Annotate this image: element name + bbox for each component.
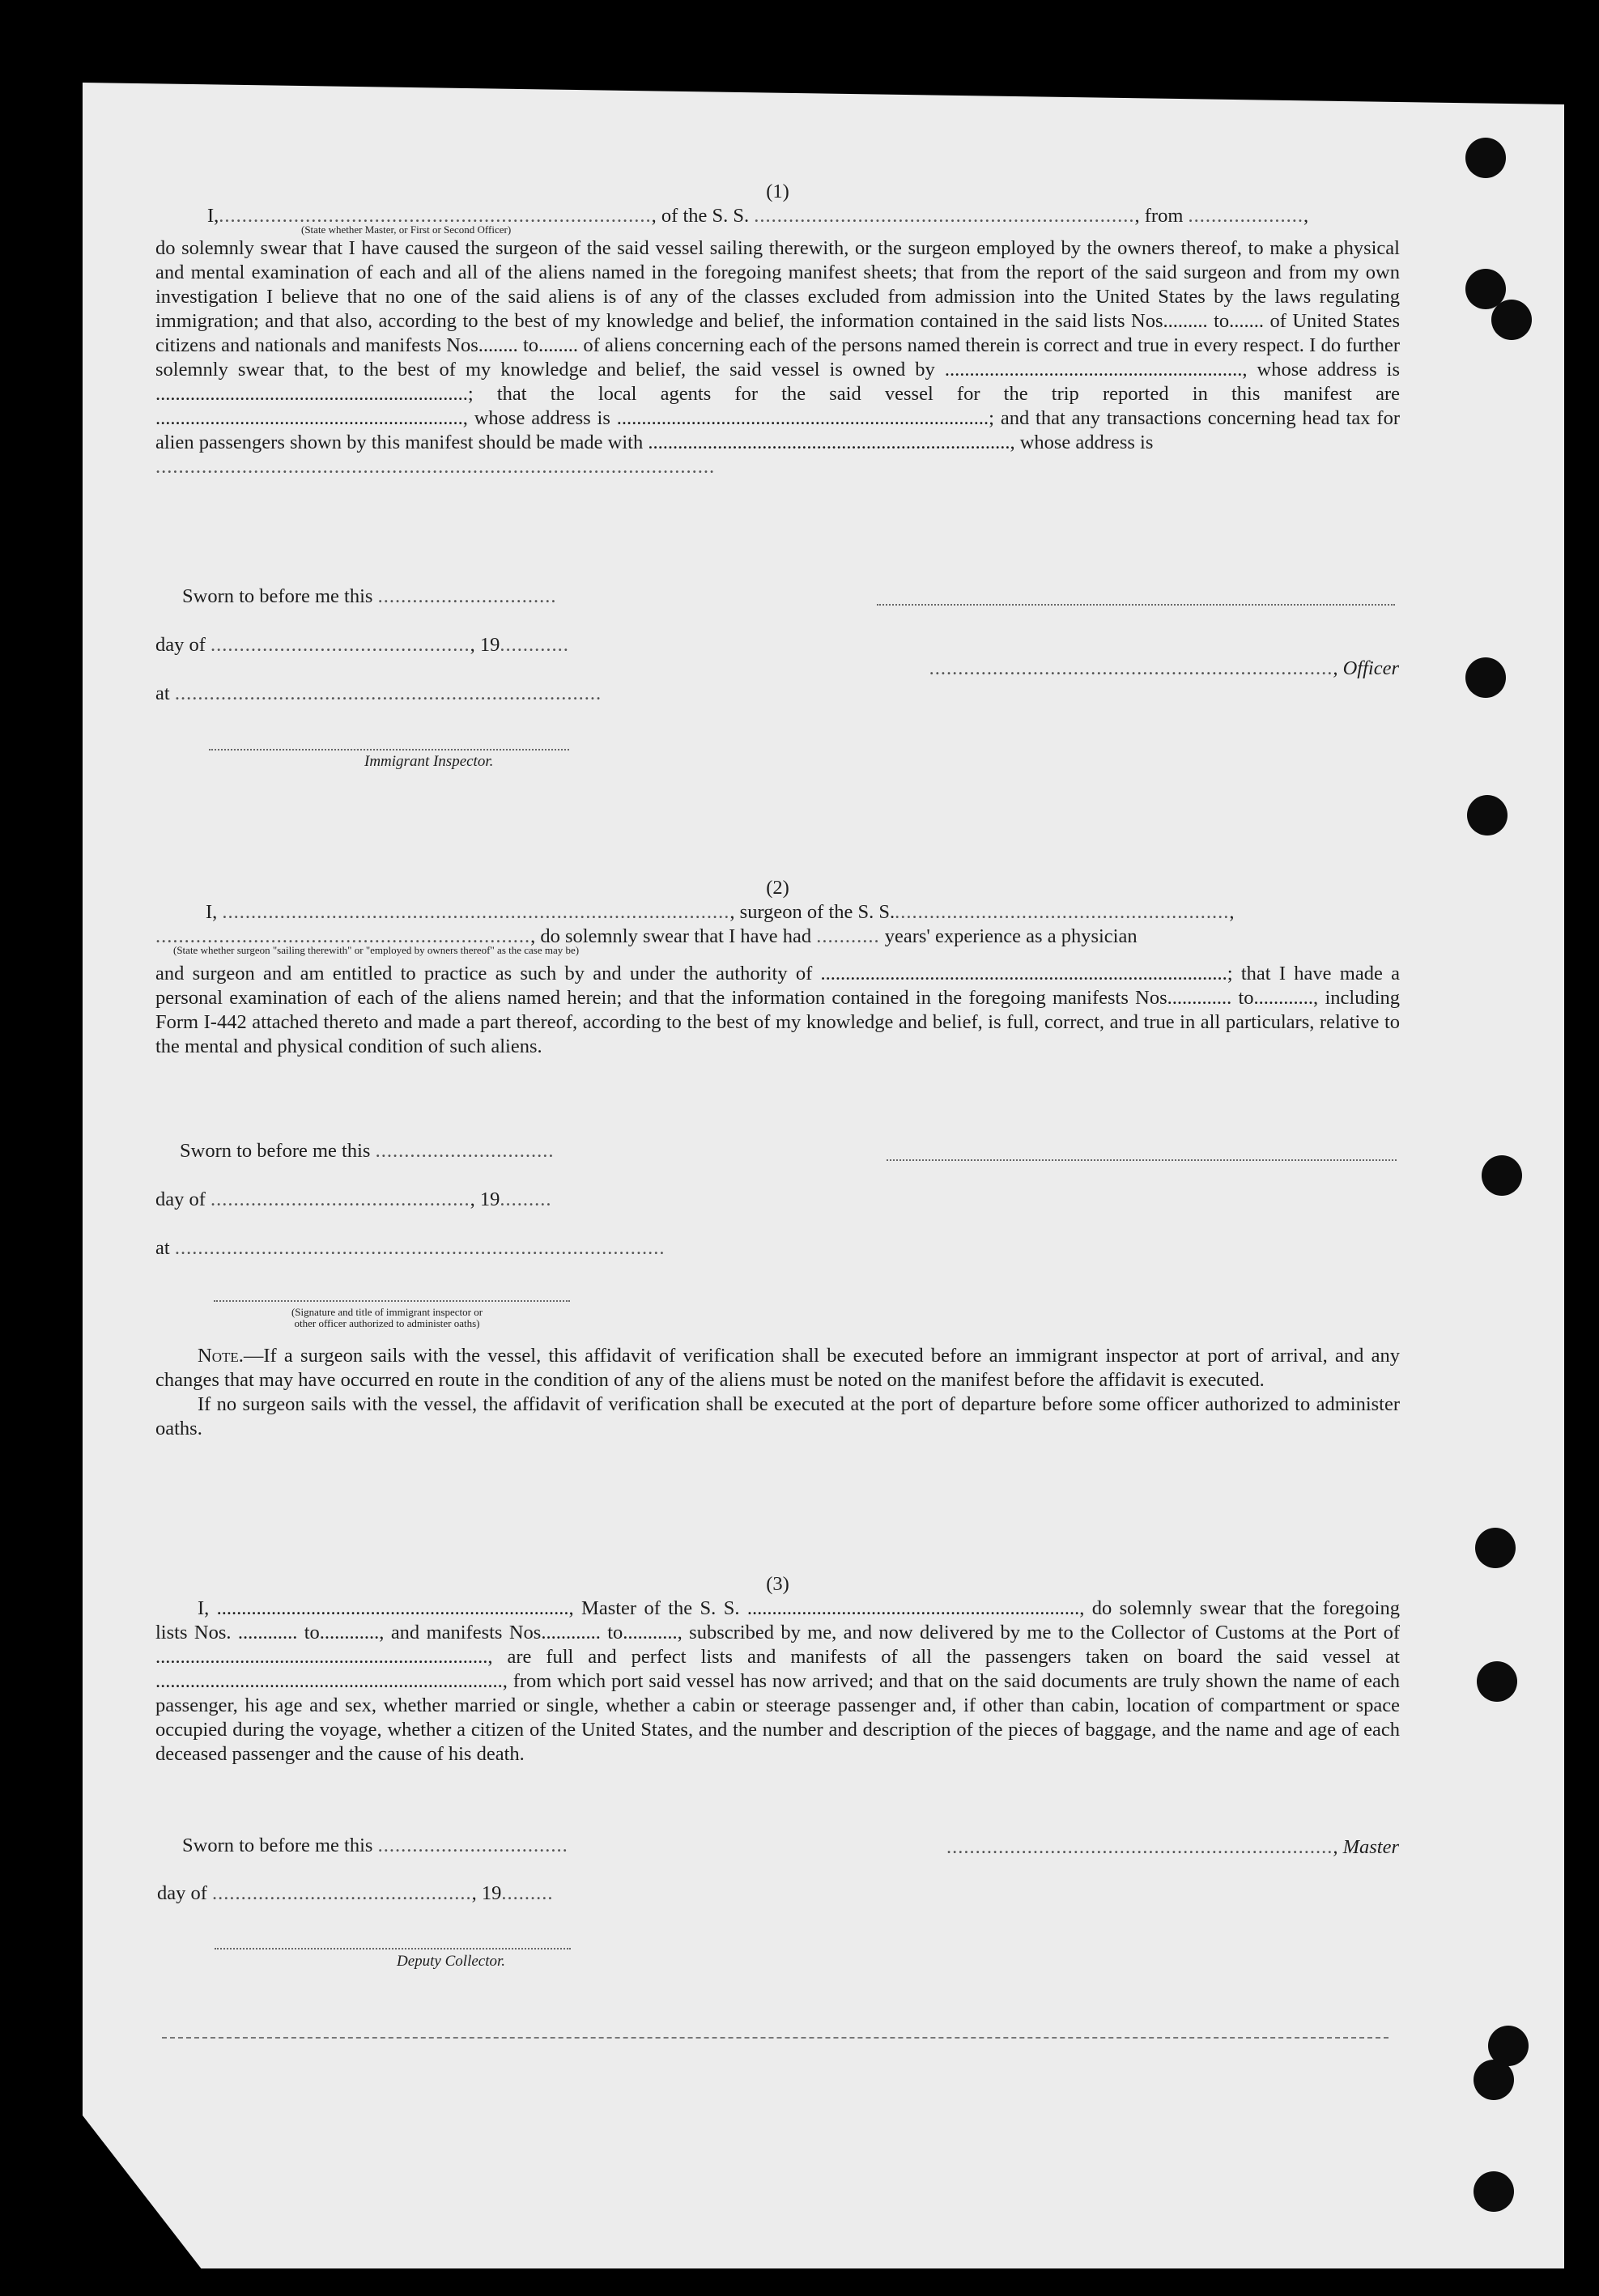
text: , surgeon of the S. S. xyxy=(729,901,895,923)
bottom-rule xyxy=(162,2037,1388,2039)
punch-hole xyxy=(1482,1155,1522,1196)
text: , xyxy=(1303,205,1309,227)
signature-line xyxy=(877,604,1395,606)
text: , do solemnly swear that I have had xyxy=(530,925,812,947)
text: I, xyxy=(206,901,218,923)
oath-text: and surgeon and am entitled to practice as such by and under the authority of ..................................................................................; that I have made a personal examination of each of the aliens named herein; and that the information contained in the foregoing manifests Nos............. to............, including Form I-442 attached thereto and made a part thereof, according to the best of my knowledge and belief, is full, correct, and true in all particulars, relative to the mental and physical condition of such aliens. xyxy=(155,963,1400,1057)
section-2: (2) I, ........................................................................................, surgeon of the S. S..........................................................., ................................................................., do solemnly swear that I have had ........... years' experience as a physician (State whether surgeon "sailing therewith" or "employed by owners thereof" as the case may be) and surgeon and am entitled to practice as such by and under the authority of ..................................................................................; that I have made a personal examination of each of the aliens named herein; and that the information contained in the foregoing manifests Nos............. to............, including Form I-442 attached thereto and made a part thereof, according to the best of my knowledge and belief, is full, correct, and true in all particulars, relative to the mental and physical condition of such aliens. xyxy=(155,877,1400,1057)
note-text-2: If no surgeon sails with the vessel, the affidavit of verification shall be executed at the port of departure before some officer authorized to administer oaths. xyxy=(155,1393,1400,1439)
section-number: (1) xyxy=(766,181,789,202)
text: , of the S. S. xyxy=(651,205,750,227)
officer-signature: ......................................................................, Officer xyxy=(929,657,1399,679)
text: Sworn to before me this xyxy=(182,585,373,607)
section-number: (3) xyxy=(766,1573,789,1595)
text: at xyxy=(155,682,170,704)
text: , Officer xyxy=(1333,657,1399,679)
section-3 xyxy=(155,1572,1400,1767)
text: at xyxy=(155,1237,170,1259)
text: , xyxy=(1229,901,1235,923)
day-line: day of ............................................., 19......... xyxy=(157,1882,554,1904)
signature-caption xyxy=(209,1307,565,1329)
subscript-note: (State whether surgeon "sailing therewith" or "employed by owners thereof" as the case may be) xyxy=(173,944,580,956)
text: , from xyxy=(1134,205,1184,227)
text: day of xyxy=(155,634,206,656)
punch-hole xyxy=(1474,2171,1514,2212)
note-text: —If a surgeon sails with the vessel, this affidavit of verification shall be executed before an immigrant inspector at port of arrival, and any changes that may have occurred en route in the condition of any of the aliens must be noted on the manifest before the affidavit is executed. xyxy=(155,1345,1400,1391)
oath-text: I, ......................................................................., Master of the S. S. ..................................................................., do solemnly swear that the foregoing lists Nos. ............ to............, and manifests Nos............ to..........., subscribed by me, and now delivered by me to the Collector of Customs at the Port of ..................................................................., are full and perfect lists and manifests of all the passengers taken on board the said vessel at ......................................................................, from which port said vessel has now arrived; and that on the said documents are truly shown the name of each passenger, his age and sex, whether married or single, whether a cabin or steerage passenger and, if other than cabin, location of compartment or space occupied during the voyage, whether a citizen of the United States, and the number and description of the pieces of baggage, and the name and age of each deceased passenger and the cause of his death. xyxy=(155,1597,1400,1765)
sworn-line: Sworn to before me this ............................... xyxy=(180,1140,555,1162)
punch-hole xyxy=(1465,657,1506,698)
text: Sworn to before me this xyxy=(182,1835,373,1856)
punch-hole xyxy=(1474,2060,1514,2100)
collector-label: Deputy Collector. xyxy=(397,1953,506,1970)
signature-line xyxy=(209,749,569,750)
signature-line xyxy=(887,1159,1397,1161)
punch-hole xyxy=(1477,1661,1517,1702)
text: , 19 xyxy=(470,1188,500,1210)
punch-hole xyxy=(1467,795,1508,835)
punch-hole xyxy=(1475,1528,1516,1568)
note-label: Note. xyxy=(198,1345,244,1367)
text: I, xyxy=(207,205,219,227)
note-block xyxy=(155,1344,1400,1441)
text: years' experience as a physician xyxy=(884,925,1138,947)
subscript-note: (State whether Master, or First or Second Officer) xyxy=(301,223,512,236)
punch-hole xyxy=(1491,300,1532,340)
section-1: (1) I,..........................................................................., of the S. S. .................................................................., from ...................., (State whether Master, or First or Second Officer) do solemnly swear that I have caused the surgeon of the said vessel sailing therewith, or the surgeon employed by the owners thereof, to make a physical and mental examination of each and all of the aliens named in the foregoing manifest sheets; that from the report of the said surgeon and from my own investigation I believe that no one of the said aliens is of any of the classes excluded from admission into the United States by the laws regulating immigration; and that also, according to the best of my knowledge and belief, the information contained in the said lists Nos......... to....... of United States citizens and nationals and manifests Nos........ to........ of aliens concerning each of the persons named therein is correct and true in every respect. I do further solemnly swear that, to the best of my knowledge and belief, the said vessel is owned by ............................................................, whose address is ...............................................................; that the local agents for the said vessel for the trip reported in this manifest are .............................................................., whose address is ...........................................................................; and that any transactions concerning head tax for alien passengers shown by this manifest should be made with ........................................................................., whose address is ................................................................................................. xyxy=(155,181,1400,478)
at-line: at ..................................................................................... xyxy=(155,1237,666,1259)
text: other officer authorized to administer oaths) xyxy=(294,1317,480,1329)
text: , 19 xyxy=(470,634,500,656)
at-line: at .......................................................................... xyxy=(155,682,602,704)
day-line: day of ............................................., 19......... xyxy=(155,1188,552,1210)
sworn-line: Sworn to before me this ................................. xyxy=(182,1835,568,1856)
text: , 19 xyxy=(471,1882,502,1904)
text: , Master xyxy=(1333,1836,1399,1858)
day-line: day of ............................................., 19............ xyxy=(155,634,569,656)
text: Sworn to before me this xyxy=(180,1140,371,1162)
sworn-line: Sworn to before me this ............................... xyxy=(182,585,557,607)
master-signature: ..................................................................., Master xyxy=(946,1836,1399,1858)
text: day of xyxy=(155,1188,206,1210)
section-number: (2) xyxy=(766,877,789,899)
signature-line xyxy=(215,1948,571,1949)
punch-hole xyxy=(1465,138,1506,178)
inspector-label: Immigrant Inspector. xyxy=(364,753,494,770)
signature-line xyxy=(214,1300,570,1302)
text: day of xyxy=(157,1882,207,1904)
oath-text: do solemnly swear that I have caused the surgeon of the said vessel sailing therewith, or the surgeon employed by the owners thereof, to make a physical and mental examination of each and all of the aliens named in the foregoing manifest sheets; that from the report of the said surgeon and from my own investigation I believe that no one of the said aliens is of any of the classes excluded from admission into the United States by the laws regulating immigration; and that also, according to the best of my knowledge and belief, the information contained in the said lists Nos......... to....... of United States citizens and nationals and manifests Nos........ to........ of aliens concerning each of the persons named therein is correct and true in every respect. I do further solemnly swear that, to the best of my knowledge and belief, the said vessel is owned by ............................................................, whose address is ...............................................................; that the local agents for the said vessel for the trip reported in this manifest are .............................................................., whose address is ...........................................................................; and that any transactions concerning head tax for alien passengers shown by this manifest should be made with ........................................................................., whose address is xyxy=(155,237,1400,453)
text: (Signature and title of immigrant inspector or xyxy=(291,1306,483,1318)
